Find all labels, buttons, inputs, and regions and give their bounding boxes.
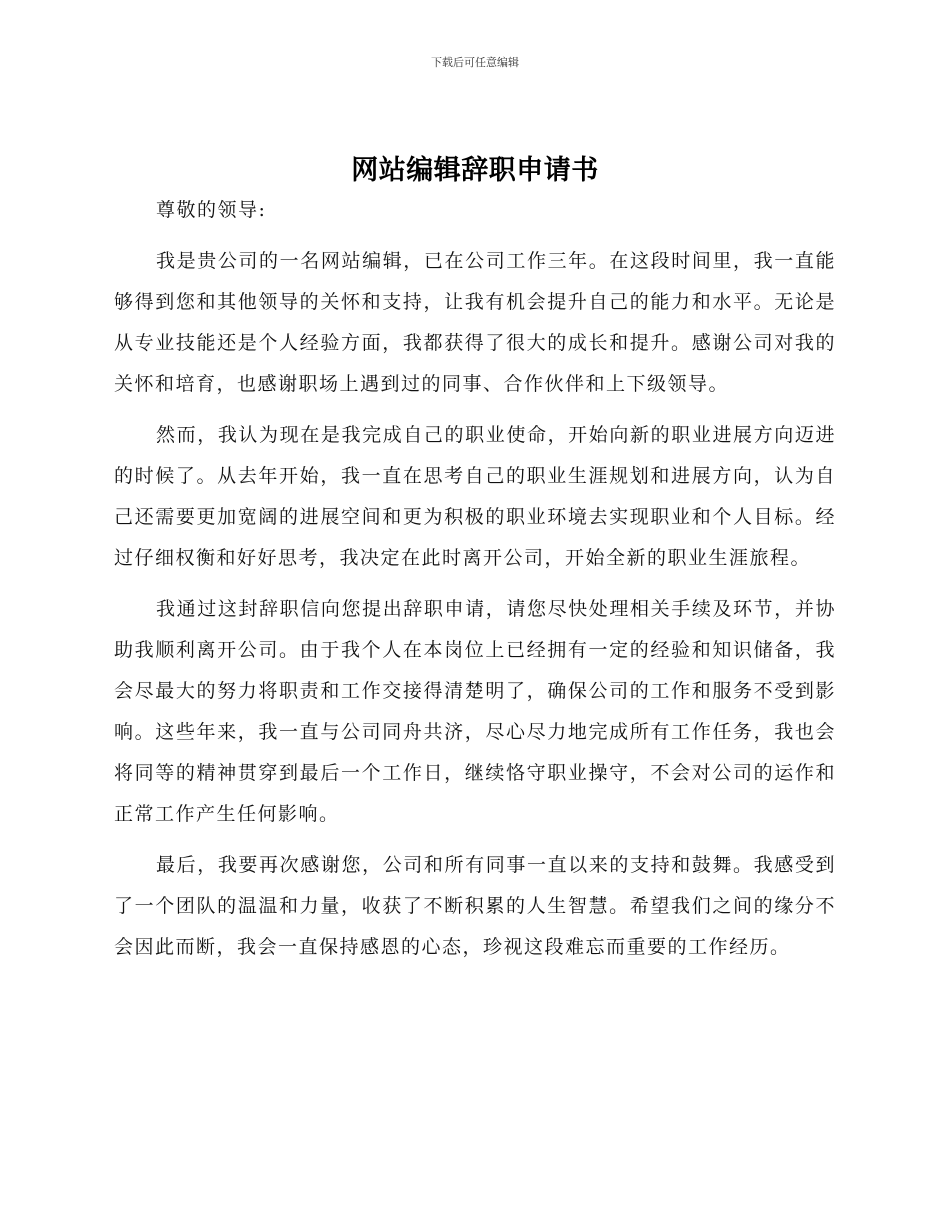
salutation: 尊敬的领导: <box>156 199 267 221</box>
paragraph-2: 然而，我认为现在是我完成自己的职业使命，开始向新的职业进展方向迈进的时候了。从去年开始，我一直在思考自己的职业生涯规划和进展方向，认为自己还需要更加宽阔的进展空间和更为积极的职业环境去实现职业和个人目标。经过仔细权衡和好好思考，我决定在此时离开公司，开始全新的职业生涯旅程。 <box>114 424 836 569</box>
paragraph-3: 我通过这封辞职信向您提出辞职申请，请您尽快处理相关手续及环节，并协助我顺利离开公司。由于我个人在本岗位上已经拥有一定的经验和知识储备，我会尽最大的努力将职责和工作交接得清楚明了，确保公司的工作和服务不受到影响。这些年来，我一直与公司同舟共济，尽心尽力地完成所有工作任务，我也会将同等的精神贯穿到最后一个工作日，继续恪守职业操守，不会对公司的运作和正常工作产生任何影响。 <box>114 598 836 825</box>
document-body <box>114 190 836 978</box>
header-note: 下载后可任意编辑 <box>431 56 519 69</box>
document-title: 网站编辑辞职申请书 <box>351 155 599 186</box>
paragraph-4: 最后，我要再次感谢您，公司和所有同事一直以来的支持和鼓舞。我感受到了一个团队的温温和力量，收获了不断积累的人生智慧。希望我们之间的缘分不会因此而断，我会一直保持感恩的心态，珍视这段难忘而重要的工作经历。 <box>114 854 836 958</box>
paragraph-1: 我是贵公司的一名网站编辑，已在公司工作三年。在这段时间里，我一直能够得到您和其他领导的关怀和支持，让我有机会提升自己的能力和水平。无论是从专业技能还是个人经验方面，我都获得了很大的成长和提升。感谢公司对我的关怀和培育，也感谢职场上遇到过的同事、合作伙伴和上下级领导。 <box>114 250 836 395</box>
